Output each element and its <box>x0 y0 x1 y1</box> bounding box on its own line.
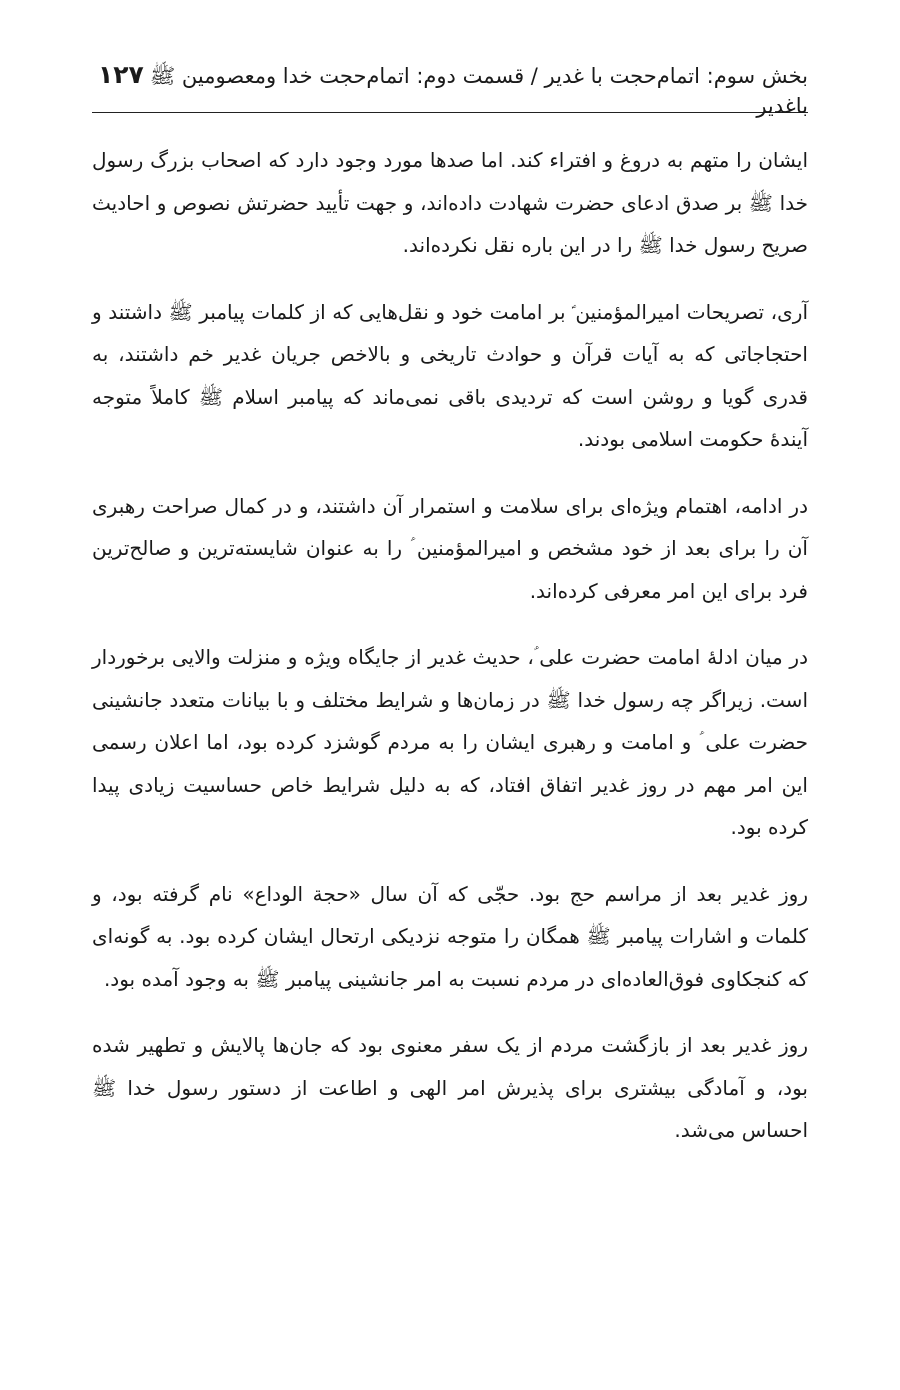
paragraph: در ادامه، اهتمام ویژه‌ای برای سلامت و استمرار آن داشتند، و در کمال صراحت رهبری آن را برای بعد از خود مشخص و امیرالمؤمنین ؑ را به عنوان شایسته‌ترین و صالح‌ترین فرد برای این امر معرفی کرده‌اند. <box>92 493 808 603</box>
running-head <box>92 60 808 118</box>
paragraph: ایشان را متهم به دروغ و افتراء کند. اما صدها مورد وجود دارد که اصحاب بزرگ رسول خدا ﷺ بر صدق ادعای حضرت شهادت داده‌اند، و جهت تأیید حضرتش نصوص و احادیث صریح رسول خدا ﷺ را در این باره نقل نکرده‌اند. <box>92 148 808 257</box>
paragraph: روز غدیر بعد از مراسم حج بود. حجّی که آن سال «حجة الوداع» نام گرفته بود، و کلمات و اشارات پیامبر ﷺ همگان را متوجه نزدیکی ارتحال ایشان کرده بود. به گونه‌ای که کنجکاوی فوق‌العاده‌ای در مردم نسبت به امر جانشینی پیامبر ﷺ به وجود آمده بود. <box>92 881 808 991</box>
paragraph: آری، تصریحات امیرالمؤمنین ؑ بر امامت خود و نقل‌هایی که از کلمات پیامبر ﷺ داشتند و احتجاجاتی که به آیات قرآن و حوادث تاریخی و بالاخص جریان غدیر خم داشتند، به قدری گویا و روشن است که تردیدی باقی نمی‌ماند که پیامبر اسلام ﷺ کاملاً متوجه آیندهٔ حکومت اسلامی بودند. <box>92 299 808 451</box>
page-number: ۱۲۷ <box>98 60 144 89</box>
paragraph: روز غدیر بعد از بازگشت مردم از یک سفر معنوی بود که جان‌ها پالایش و تطهیر شده بود، و آمادگی بیشتری برای پذیرش امر الهی و اطاعت از دستور رسول خدا ﷺ احساس می‌شد. <box>92 1033 808 1142</box>
paragraph: در میان ادلهٔ امامت حضرت علی ؑ، حدیث غدیر از جایگاه ویژه و منزلت والایی برخوردار است. زیراگر چه رسول خدا ﷺ در زمان‌ها و شرایط مختلف و با بیانات متعدد جانشینی حضرت علی ؑ و امامت و رهبری ایشان را به مردم گوشزد کرده بود، اما اعلان رسمی این امر مهم در روز غدیر اتفاق افتاد، که به دلیل شرایط خاص حساسیت زیادی پیدا کرده بود. <box>92 645 808 839</box>
book-page <box>92 60 808 1176</box>
running-head-title: بخش سوم: اتمام‌حجت با غدیر / قسمت دوم: اتمام‌حجت خدا ومعصومین ﷺ باغدیر <box>149 64 808 118</box>
body-text <box>92 139 808 1152</box>
